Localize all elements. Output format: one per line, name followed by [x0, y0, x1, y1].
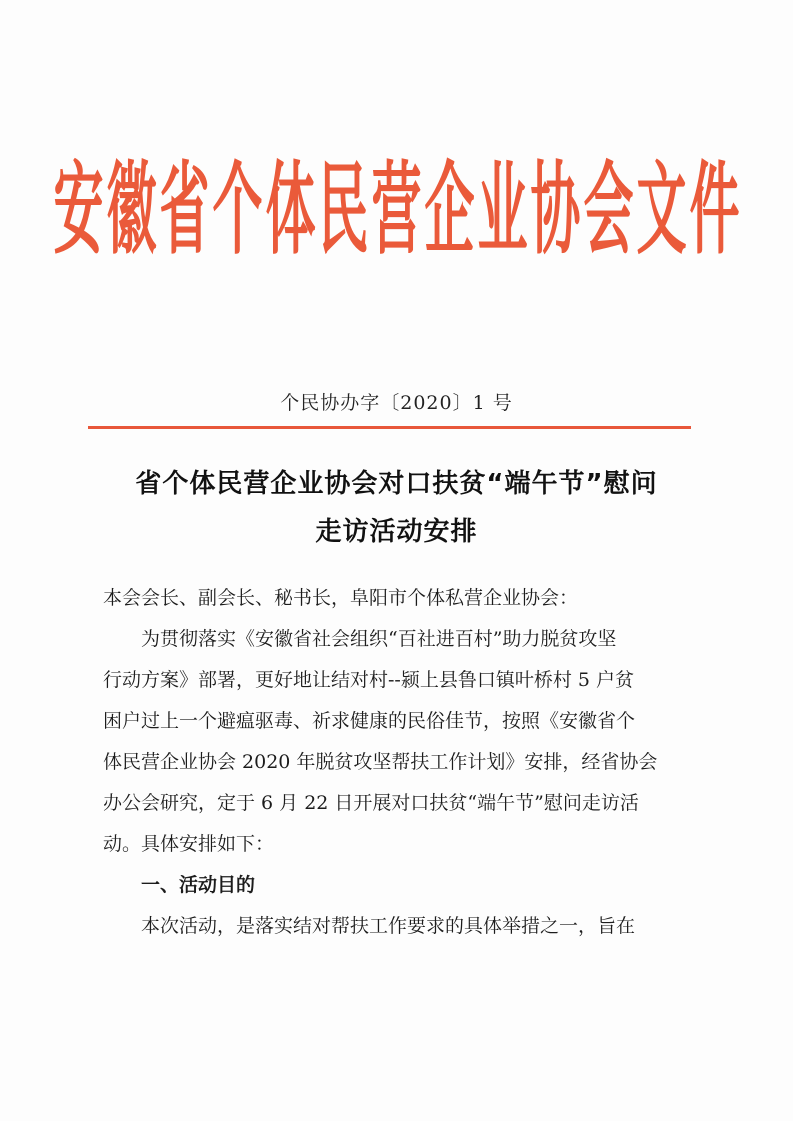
addressee-line: 本会会长、副会长、秘书长，阜阳市个体私营企业协会： — [103, 587, 579, 609]
paragraph-line: 体民营企业协会 2020 年脱贫攻坚帮扶工作计划》安排，经省协会 — [103, 751, 658, 773]
paragraph-line: 办公会研究，定于 6 月 22 日开展对口扶贫“端午节”慰问走访活 — [103, 792, 639, 814]
title-line-2: 走访活动安排 — [315, 517, 478, 547]
document-body — [103, 578, 693, 947]
title-line-1: 省个体民营企业协会对口扶贫“端午节”慰问 — [135, 469, 658, 499]
document-title — [0, 460, 793, 556]
paragraph-line: 为贯彻落实《安徽省社会组织“百社进百村”助力脱贫攻坚 — [141, 628, 617, 650]
paragraph-line: 困户过上一个避瘟驱毒、祈求健康的民俗佳节，按照《安徽省个 — [103, 710, 636, 732]
paragraph-line: 行动方案》部署，更好地让结对村--颍上县鲁口镇叶桥村 5 户贫 — [103, 669, 635, 691]
section-paragraph-line: 本次活动，是落实结对帮扶工作要求的具体举措之一，旨在 — [141, 915, 636, 937]
section-heading: 一、活动目的 — [141, 874, 256, 896]
masthead-title: 安徽省个体民营企业协会文件 — [53, 150, 743, 268]
document-number: 个民协办字〔2020〕1 号 — [280, 392, 513, 414]
masthead — [53, 150, 743, 270]
red-divider-line — [88, 426, 691, 429]
paragraph-line: 动。具体安排如下： — [103, 833, 275, 855]
